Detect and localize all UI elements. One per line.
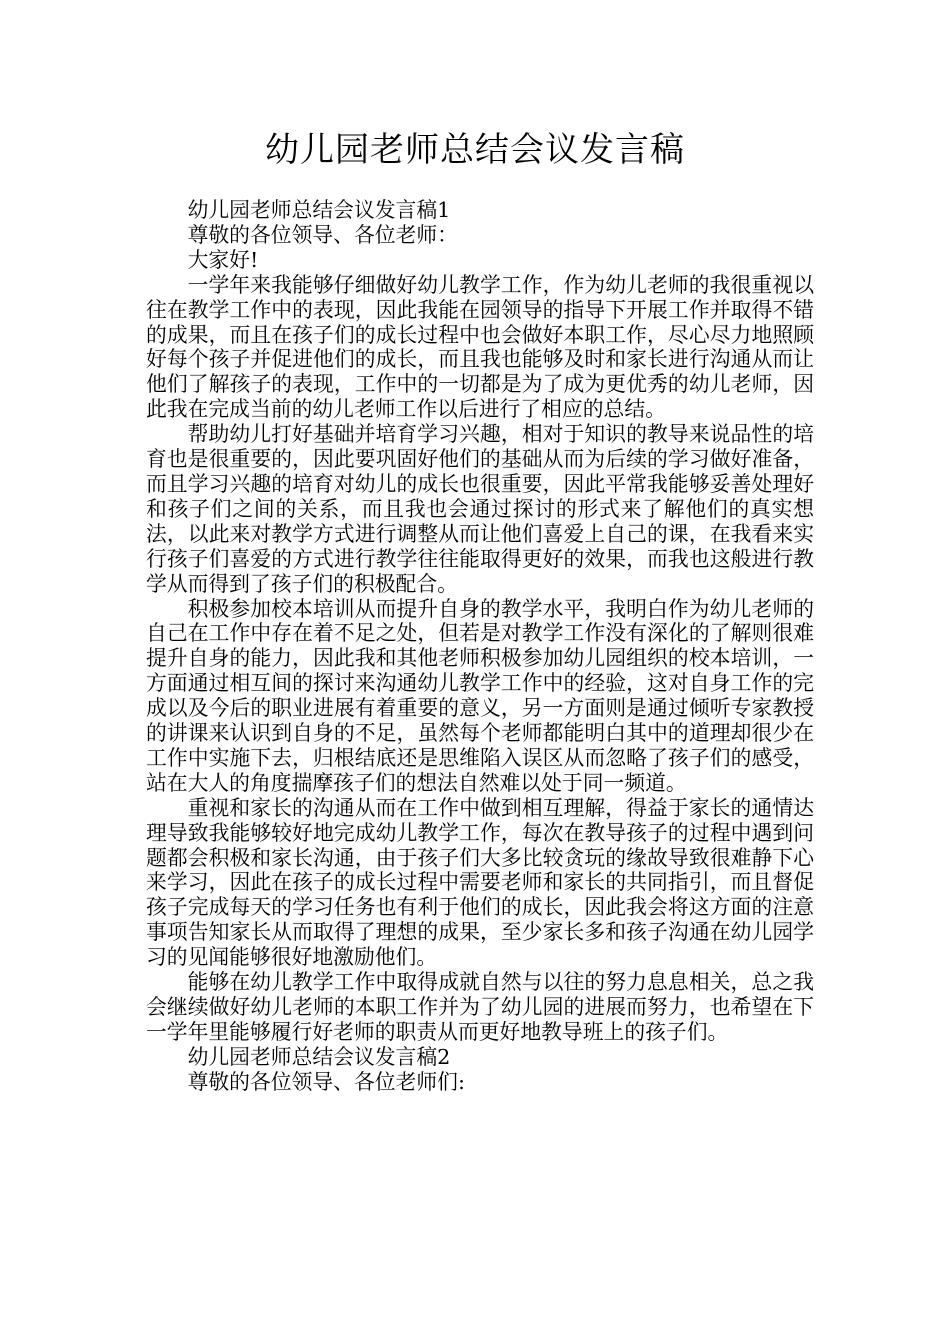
body-paragraph: 一学年来我能够仔细做好幼儿教学工作，作为幼儿老师的我很重视以往在教学工作中的表现，因此我能在园领导的指导下开展工作并取得不错的成果，而且在孩子们的成长过程中也会做好本职工作，尽心尽力地照顾好每个孩子并促进他们的成长，而且我也能够及时和家长进行沟通从而让他们了解孩子的表现，工作中的一切都是为了成为更优秀的幼儿老师，因此我在完成当前的幼儿老师工作以后进行了相应的总结。 (146, 272, 814, 422)
section-heading-1: 幼儿园老师总结会议发言稿1 (187, 198, 451, 222)
document-title: 幼儿园老师总结会议发言稿 (265, 130, 685, 170)
section-heading-2: 幼儿园老师总结会议发言稿2 (187, 1044, 451, 1069)
body-paragraph: 帮助幼儿打好基础并培育学习兴趣，相对于知识的教导来说品性的培育也是很重要的，因此要巩固好他们的基础从而为后续的学习做好准备，而且学习兴趣的培育对幼儿的成长也很重要，因此平常我能够妥善处理好和孩子们之间的关系，而且我也会通过探讨的形式来了解他们的真实想法，以此来对教学方式进行调整从而让他们喜爱上自己的课，在我看来实行孩子们喜爱的方式进行教学往往能取得更好的效果，而我也这般进行教学从而得到了孩子们的积极配合。 (146, 422, 814, 596)
salutation: 尊敬的各位领导、各位老师们: (187, 1069, 465, 1094)
body-paragraph: 能够在幼儿教学工作中取得成就自然与以往的努力息息相关，总之我会继续做好幼儿老师的本职工作并为了幼儿园的进展而努力，也希望在下一学年里能够履行好老师的职责从而更好地教导班上的孩子们。 (146, 970, 814, 1044)
greeting: 大家好! (187, 247, 259, 272)
body-paragraph: 积极参加校本培训从而提升自身的教学水平，我明白作为幼儿老师的自己在工作中存在着不足之处，但若是对教学工作没有深化的了解则很难提升自身的能力，因此我和其他老师积极参加幼儿园组织的校本培训，一方面通过相互间的探讨来沟通幼儿教学工作中的经验，这对自身工作的完成以及今后的职业进展有着重要的意义，另一方面则是通过倾听专家教授的讲课来认识到自身的不足，虽然每个老师都能明白其中的道理却很少在工作中实施下去，归根结底还是思维陷入误区从而忽略了孩子们的感受，站在大人的角度揣摩孩子们的想法自然难以处于同一频道。 (146, 596, 814, 795)
document-body (146, 198, 814, 1095)
salutation: 尊敬的各位领导、各位老师： (187, 222, 458, 247)
body-paragraph: 重视和家长的沟通从而在工作中做到相互理解，得益于家长的通情达理导致我能够较好地完成幼儿教学工作，每次在教导孩子的过程中遇到问题都会积极和家长沟通，由于孩子们大多比较贪玩的缘故导致很难静下心来学习，因此在孩子的成长过程中需要老师和家长的共同指引，而且督促孩子完成每天的学习任务也有利于他们的成长，因此我会将这方面的注意事项告知家长从而取得了理想的成果，至少家长多和孩子沟通在幼儿园学习的见闻能够很好地激励他们。 (146, 795, 814, 970)
